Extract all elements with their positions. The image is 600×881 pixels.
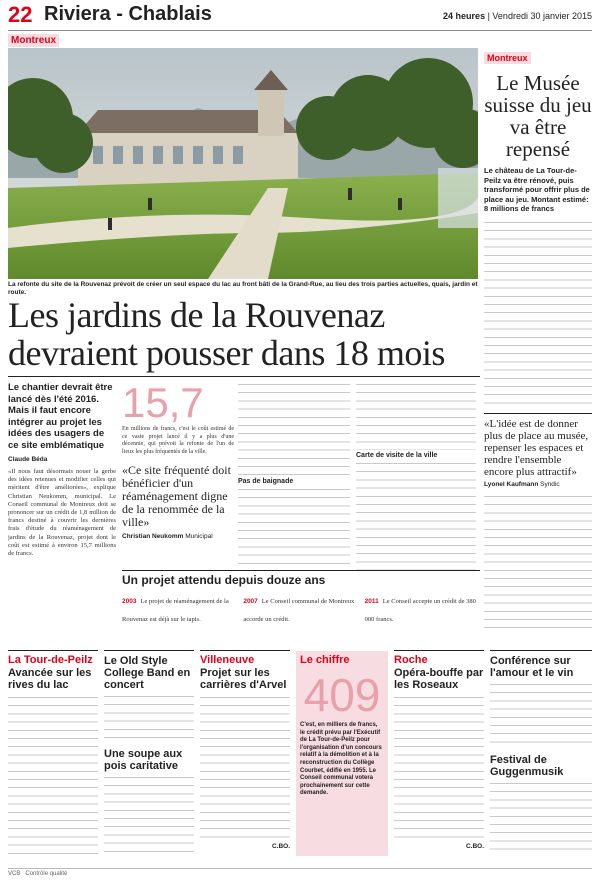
- brief-conference: [490, 650, 592, 851]
- article-lead: Le chantier devrait être lancé dès l'été 2016. Mais il faut encore intégrer au projet les idées des usagers de ce site emblématique: [8, 382, 113, 451]
- brief-title: Opéra-bouffe par les Roseaux: [394, 667, 484, 691]
- sidebar-quote-box: [484, 413, 592, 488]
- project-rendering-image: [8, 48, 478, 279]
- brief-tour-de-peilz: [8, 650, 98, 855]
- brief-title-2: Festival de Guggenmusik: [490, 754, 564, 778]
- publication-date: 24 heures | Vendredi 30 janvier 2015: [443, 11, 592, 21]
- footer-left: VCB: [8, 871, 21, 877]
- chiffre-kicker: Le chiffre: [300, 654, 350, 666]
- timeline-item: 2007 Le Conseil communal de Montreux accorde un crédit.: [243, 598, 355, 623]
- stat-value: 15,7: [122, 379, 204, 426]
- text-block: [484, 494, 592, 634]
- text-block: [394, 695, 484, 843]
- text-block: [104, 694, 194, 742]
- article-col4: [356, 382, 476, 571]
- brief-title-2: Une soupe aux pois caritative: [104, 748, 183, 772]
- pull-quote-attribution: [122, 533, 234, 540]
- timeline-item: 2011 Le Conseil accepte un crédit de 380 000 francs.: [364, 598, 476, 623]
- article-text-col1: «Il nous faut désormais nouer la gerbe des idées retenues et modifier celles qui méritent d'être améliorées», explique Christian Neukomm, municipal. Le Conseil communal de Montreux doit se prononcer sur un crédit de 1,8 million de francs destiné à couvrir les dernières frais d'étude du réaménagement de jardins de la Rouvenaz, projet dont le coût est estimé à environ 15,7 millions de francs.: [8, 468, 116, 558]
- signature: C.BO.: [271, 843, 290, 850]
- subhead-baignade: Pas de baignade: [238, 478, 294, 485]
- brief-title: Conférence sur l'amour et le vin: [490, 655, 574, 679]
- text-block: [490, 781, 592, 851]
- sidebar-article: [484, 48, 592, 634]
- brief-title: Avancée sur les rives du lac: [8, 667, 92, 691]
- sidebar-quote-author: Lyonel Kaufmann: [484, 480, 539, 488]
- text-block: [238, 487, 350, 569]
- stat-label: En millions de francs, c'est le coût estimé de ce vaste projet lancé il y a plus d'une décennie, qui prévoit la refonte de l'un de lieux les plus fréquentés de la ville.: [122, 426, 234, 455]
- article-author: Claude Béda: [8, 456, 48, 463]
- chiffre-text: C'est, en milliers de francs, le crédit prévu par l'Exécutif de La Tour-de-Peilz pour l'organisation d'un concours relatif à la démolition et à la reconstruction du Collège Courbet, édifié en 1955. Le Conseil communal votera prochainement sur cette demande.: [300, 722, 382, 797]
- publication-name: 24 heures: [443, 11, 486, 21]
- brief-old-style: [104, 650, 194, 855]
- subhead-carte-visite: Carte de visite de la ville: [356, 452, 438, 459]
- footer-mid: Contrôle qualité: [25, 871, 68, 877]
- timeline: [122, 590, 480, 626]
- headline-rule: [8, 376, 480, 377]
- photo-caption: La refonte du site de la Rouvenaz prévoit de créer un seul espace du lac au front bâti de la Grand-Rue, au lieu des trois parties actuelles, quais, jardin et route.: [8, 281, 478, 296]
- pull-quote-role: Municipal: [185, 533, 213, 540]
- chiffre-box: [296, 651, 388, 856]
- pull-quote-author: Christian Neukomm: [122, 533, 184, 540]
- text-block: [238, 382, 350, 476]
- text-block: [200, 695, 290, 843]
- article-col3: [238, 382, 350, 569]
- timeline-item: 2003 Le projet de réaménagement de la Rouvenaz est déjà sur le tapis.: [122, 598, 229, 623]
- brief-kicker: Villeneuve: [200, 654, 255, 666]
- text-block: [490, 682, 592, 748]
- section-title: Riviera - Chablais: [44, 3, 212, 25]
- sidebar-quote-role: Syndic: [540, 480, 560, 488]
- timeline-banner: Un projet attendu depuis douze ans: [122, 570, 480, 588]
- sidebar-quote: «L'idée est de donner plus de place au musée, repenser les espaces et rendre l'ensemble encore plus attractif»: [484, 417, 589, 478]
- stat-column: [122, 379, 234, 540]
- pull-quote: «Ce site fréquenté doit bénéficier d'un réaménagement digne de la renommée de la ville»: [122, 463, 231, 529]
- text-block: [356, 461, 476, 571]
- brief-kicker: La Tour-de-Peilz: [8, 654, 93, 666]
- text-block: [356, 382, 476, 450]
- sidebar-title: Le Musée suisse du jeu va être repensé: [484, 71, 592, 161]
- brief-title: Le Old Style College Band en concert: [104, 655, 191, 691]
- text-block: [8, 695, 98, 855]
- signature: C.BO.: [465, 843, 484, 850]
- text-block: [484, 220, 592, 405]
- page-header: [8, 0, 592, 31]
- brief-villeneuve: [200, 650, 290, 850]
- date-text: Vendredi 30 janvier 2015: [492, 11, 592, 21]
- page-number: 22: [8, 2, 33, 27]
- sidebar-lead: Le château de La Tour-de-Peilz va être rénové, puis transformé pour offrir plus de place au jeu. Montant estimé: 8 millions de francs: [484, 166, 590, 213]
- brief-title: Projet sur les carrières d'Arvel: [200, 667, 287, 691]
- text-block: [104, 775, 194, 855]
- brief-roche: [394, 650, 484, 850]
- sidebar-kicker: Montreux: [484, 52, 531, 64]
- page-footer: [8, 868, 592, 877]
- chiffre-value: 409: [303, 669, 381, 721]
- brief-kicker: Roche: [394, 654, 428, 666]
- main-headline: Les jardins de la Rouvenaz devraient pousser dans 18 mois: [8, 295, 445, 373]
- main-kicker: Montreux: [8, 34, 59, 47]
